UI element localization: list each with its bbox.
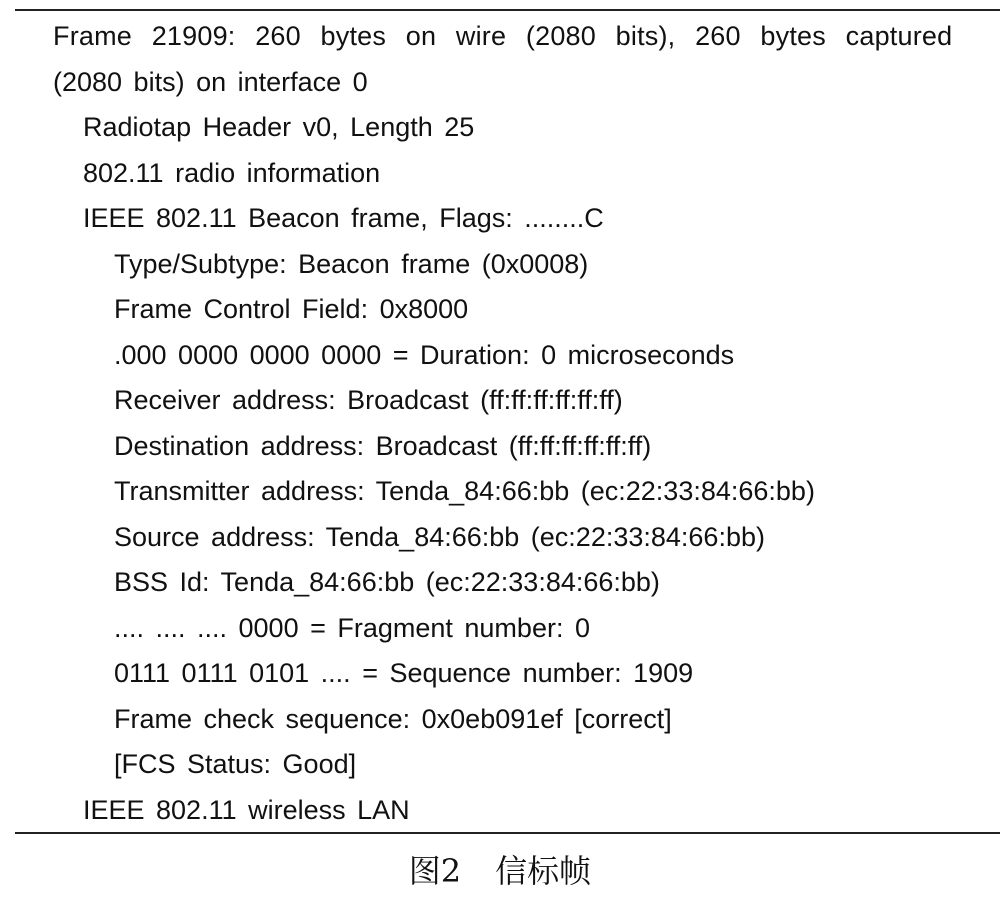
destination-address-line: Destination address: Broadcast (ff:ff:ff:ff:ff:ff) [114,430,652,461]
fcs-status-line: [FCS Status: Good] [114,749,357,779]
fragment-number-line: .... .... .... 0000 = Fragment number: 0 [114,612,590,643]
frame-control-field-line: Frame Control Field: 0x8000 [114,294,469,324]
frame-check-sequence-line: Frame check sequence: 0x0eb091ef [correct] [114,703,672,734]
frame-summary-line: Frame 21909: 260 bytes on wire (2080 bits), 260 bytes captured [53,21,953,51]
top-rule [15,9,1000,11]
transmitter-address-line: Transmitter address: Tenda_84:66:bb (ec:22:33:84:66:bb) [114,476,815,506]
radiotap-header-line: Radiotap Header v0, Length 25 [83,112,475,142]
figure-number: 图2 [408,852,462,890]
sequence-number-line: 0111 0111 0101 .... = Sequence number: 1909 [114,658,694,688]
receiver-address-line: Receiver address: Broadcast (ff:ff:ff:ff:ff:ff) [114,385,623,415]
radio-information-line: 802.11 radio information [83,157,381,188]
frame-summary-line-continued: (2080 bits) on interface 0 [53,66,368,97]
type-subtype-line: Type/Subtype: Beacon frame (0x0008) [114,248,589,279]
beacon-frame-line: IEEE 802.11 Beacon frame, Flags: ........C [83,203,604,233]
bottom-rule [15,832,1000,834]
wireless-lan-line: IEEE 802.11 wireless LAN [83,794,410,825]
figure-caption [0,846,1000,896]
bss-id-line: BSS Id: Tenda_84:66:bb (ec:22:33:84:66:bb) [114,567,660,597]
packet-detail-tree [0,14,1000,833]
source-address-line: Source address: Tenda_84:66:bb (ec:22:33:84:66:bb) [114,521,765,552]
figure-title: 信标帧 [495,852,592,890]
duration-line: .000 0000 0000 0000 = Duration: 0 microseconds [114,339,735,370]
